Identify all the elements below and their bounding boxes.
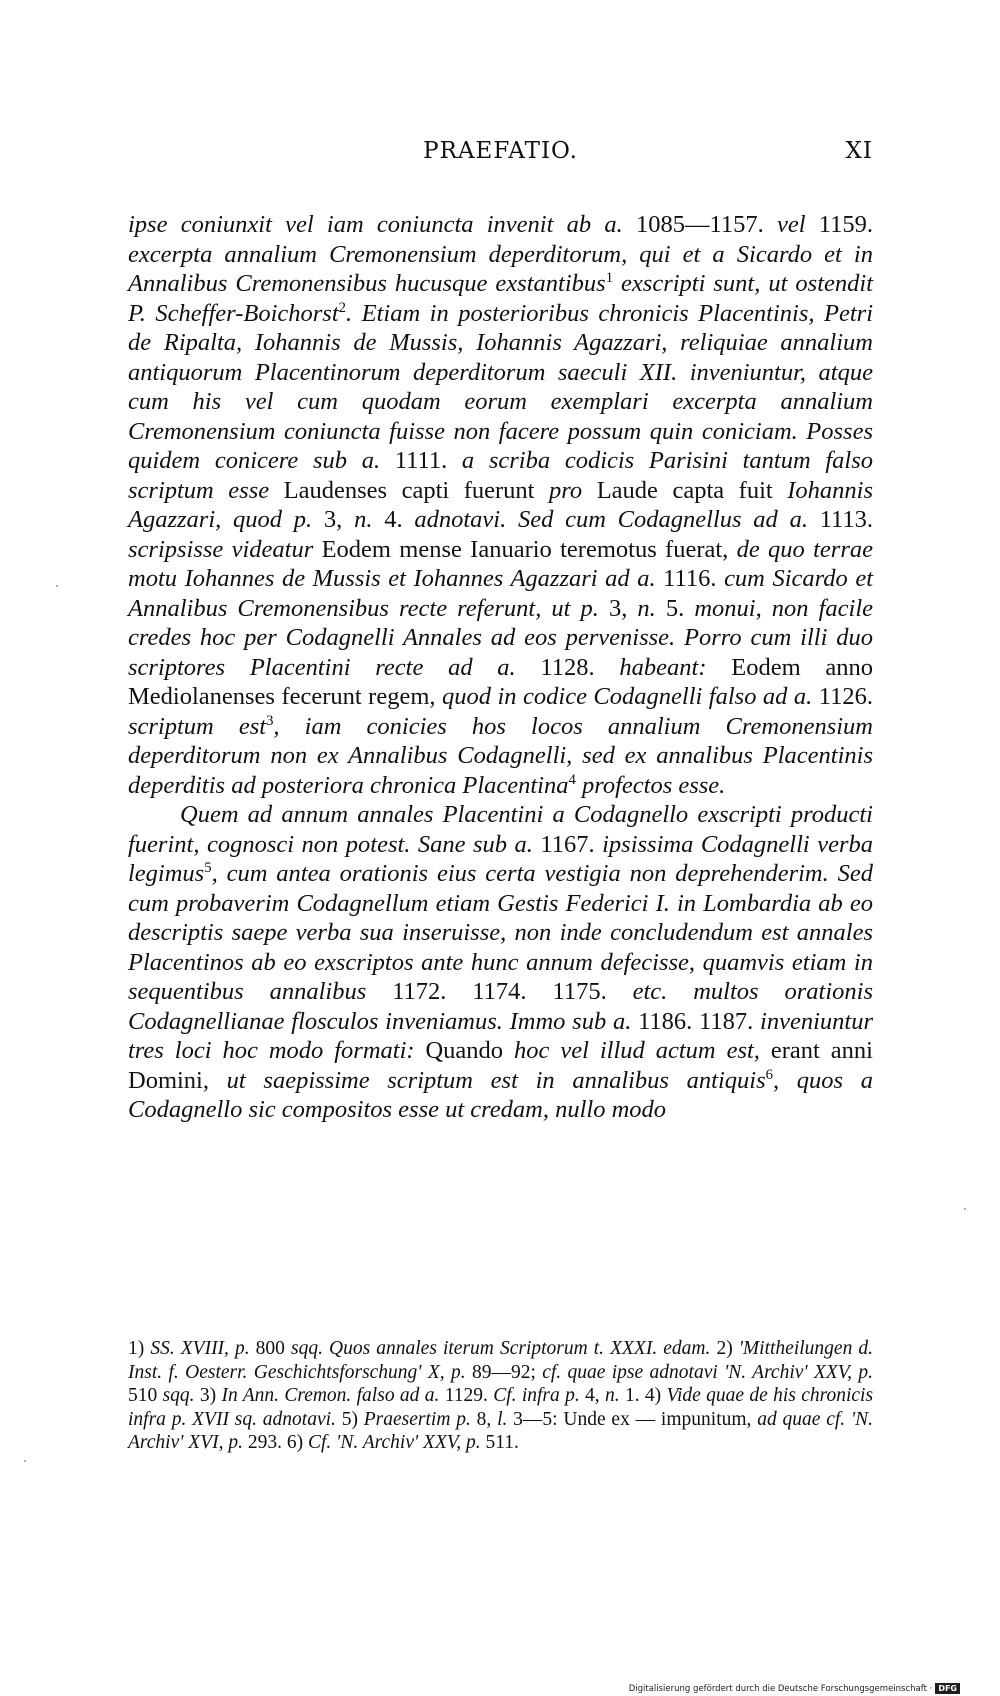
text-run: 510 — [128, 1385, 163, 1406]
text-run: 4. — [372, 506, 415, 533]
footnote-marker: 2 — [338, 299, 346, 316]
text-run: , iam conicies hos locos annalium Cremonensium deperditorum non ex Annalibus Codagnelli, sed ex annalibus Placentinis deperditis ad posteriora chronica Placentina — [128, 712, 873, 799]
text-run: Eodem anno Mediolanenses fecerunt regem, — [128, 653, 873, 710]
dfg-logo: DFG — [935, 1683, 960, 1694]
text-run: 5. — [655, 594, 695, 622]
text-run: profectos esse. — [575, 771, 726, 799]
text-run: sqq. — [162, 1385, 195, 1406]
credit-text: Digitalisierung gefördert durch die Deutsche Forschungsgemeinschaft · — [628, 1684, 933, 1694]
text-run: excerpta annalium Cremonensium deperditorum, qui et a Sicardo et in Annalibus Cremonensibus hucusque exstantibus — [128, 240, 873, 297]
text-run: ut saepissime scriptum est in annalibus antiquis — [226, 1066, 766, 1094]
text-run: n. — [605, 1385, 620, 1406]
text-run: 3—5: Unde ex — impunitum, — [507, 1408, 758, 1430]
text-run: ipsissima Codagnelli verba legimus — [128, 830, 873, 887]
text-run: 293. — [243, 1432, 282, 1453]
footnote-number: 3) — [194, 1385, 222, 1406]
text-run: , quos a Codagnello sic compositos esse ut credam, nullo modo — [128, 1066, 873, 1123]
paragraph-1 — [128, 210, 873, 800]
text-run: monui, non facile credes hoc per Codagnelli Annales ad eos pervenisse. Porro cum illi duo scriptores Placentini recte ad a. — [128, 594, 874, 681]
text-run: Vide quae de his chronicis infra p. XVII sq. adnotavi. — [128, 1385, 874, 1430]
footnote-marker: 5 — [204, 860, 212, 877]
text-run: Eodem mense Ianuario teremotus fuerat, — [313, 535, 737, 563]
digitization-credit — [629, 1683, 960, 1696]
text-run: , cum antea orationis eius certa vestigia non deprehenderim. Sed cum probaverim Codagnellum etiam Gestis Federici I. in Lombardia ab eo descriptis saepe verba sua inseruisse, non inde concludendum est annales Placentinos ab eo exscriptos ante hunc annum defecisse, quamvis etiam in sequentibus annalibus — [128, 860, 873, 1005]
text-run: cf. quae ipse adnotavi 'N. Archiv' XXV, p. — [542, 1361, 873, 1383]
scan-speck — [964, 1208, 966, 1210]
text-run: 1167. — [532, 830, 603, 858]
text-run: 3, — [312, 506, 355, 533]
text-run: ipse coniunxit vel iam coniuncta invenit ab a. — [128, 211, 623, 238]
footnote-number: 1) — [128, 1338, 151, 1359]
text-run: 1129. — [439, 1385, 494, 1406]
text-run: In Ann. Cremon. falso ad a. — [221, 1385, 440, 1406]
text-run: cum Sicardo et Annalibus Cremonensibus recte referunt, ut p. — [128, 565, 874, 622]
footnote-marker: 3 — [266, 712, 274, 729]
text-run: 511. — [480, 1432, 519, 1453]
text-run: adnotavi. Sed cum Codagnellus ad a. — [414, 506, 808, 533]
footnote-marker: 6 — [765, 1066, 773, 1083]
text-run: Iohannis Agazzari, quod p. — [128, 476, 873, 533]
scan-speck — [24, 1460, 26, 1462]
text-run: 800 — [249, 1338, 291, 1359]
footnote-block — [128, 1337, 873, 1455]
text-run: de quo terrae motu Iohannes de Mussis et Iohannes Agazzari ad a. — [128, 535, 873, 592]
text-run: SS. XVIII, p. — [150, 1338, 250, 1359]
text-run: l. — [497, 1408, 508, 1430]
text-run: erant anni Domini, — [128, 1037, 873, 1094]
text-run: 1. — [619, 1385, 640, 1406]
footnote-number: 4) — [639, 1385, 667, 1406]
text-run: etc. multos orationis Codagnellianae flosculos inveniamus. Immo sub a. — [128, 978, 873, 1035]
text-run: 8, — [470, 1408, 498, 1430]
footnotes — [128, 1337, 873, 1455]
text-run: 1113. — [807, 506, 874, 533]
text-run: pro — [549, 476, 583, 504]
text-run: 1085—1157. — [622, 211, 777, 238]
footnote-number: 5) — [335, 1408, 364, 1430]
text-run: Cf. 'N. Archiv' XXV, p. — [308, 1432, 481, 1453]
text-run: sqq. Quos annales iterum Scriptorum t. XXXI. edam. — [291, 1338, 711, 1359]
text-run: 1159. — [805, 211, 874, 238]
text-run: inveniuntur tres loci hoc modo formati: — [128, 1007, 873, 1064]
body-text — [128, 210, 873, 1125]
text-run: Cf. infra p. — [493, 1385, 580, 1406]
footnote-marker: 1 — [605, 270, 614, 287]
text-run: n. — [354, 506, 373, 533]
text-run: Laude capta fuit — [582, 476, 788, 504]
text-run: Quem ad annum annales Placentini a Codagnello exscripti producti fuerint, cognosci non potest. Sane sub a. — [128, 801, 873, 858]
footnote-number: 2) — [710, 1338, 739, 1359]
page-number: XI — [845, 138, 873, 164]
text-run: n. — [637, 594, 656, 622]
text-run: 1172. 1174. 1175. — [366, 978, 633, 1005]
text-run: ad quae cf. 'N. Archiv' XVI, p. — [128, 1408, 874, 1453]
text-run: hoc vel illud actum est, — [514, 1037, 760, 1064]
text-run: exscripti sunt, ut ostendit P. Scheffer-Boichorst — [128, 270, 874, 327]
running-title: PRAEFATIO. — [423, 138, 578, 164]
text-run: 4, — [579, 1385, 605, 1406]
scan-speck — [56, 585, 58, 587]
text-run: 1116. — [655, 565, 725, 592]
text-run: scriptum est — [128, 712, 267, 740]
text-run: Praesertim p. — [363, 1408, 471, 1430]
text-run: vel — [776, 211, 806, 238]
text-run: 'Mittheilungen d. Inst. f. Oesterr. Geschichtsforschung' X, p. — [128, 1338, 874, 1383]
footnote-number: 6) — [282, 1432, 308, 1453]
text-run: 1126. — [812, 683, 873, 710]
text-run: scripsisse videatur — [128, 535, 314, 563]
text-run: 1186. 1187. — [631, 1007, 761, 1035]
text-run: Laudenses capti fuerunt — [269, 476, 550, 504]
text-run: 1128. — [515, 653, 620, 681]
text-run: 89—92; — [465, 1361, 543, 1383]
text-run: habeant: — [619, 653, 707, 681]
paragraph-2 — [128, 800, 873, 1125]
text-run: 3, — [598, 594, 638, 622]
footnote-marker: 4 — [568, 771, 576, 788]
text-run: a scriba codicis Parisini tantum falso scriptum esse — [128, 447, 873, 504]
running-header — [128, 138, 873, 178]
text-run: . Etiam in posterioribus chronicis Placentinis, Petri de Ripalta, Iohannis de Mussis, Iohannis Agazzari, reliquiae annalium antiquorum Placentinorum deperditorum saeculi XII. inveniuntur, atque cum his vel cum quodam eorum exemplari excerpta annalium Cremonensium coniuncta fuisse non facere possum quin coniciam. Posses quidem conicere sub a. — [128, 299, 873, 474]
text-run: quod in codice Codagnelli falso ad a. — [442, 683, 813, 710]
text-run: 1111. — [380, 447, 462, 474]
text-run: Quando — [414, 1037, 515, 1064]
